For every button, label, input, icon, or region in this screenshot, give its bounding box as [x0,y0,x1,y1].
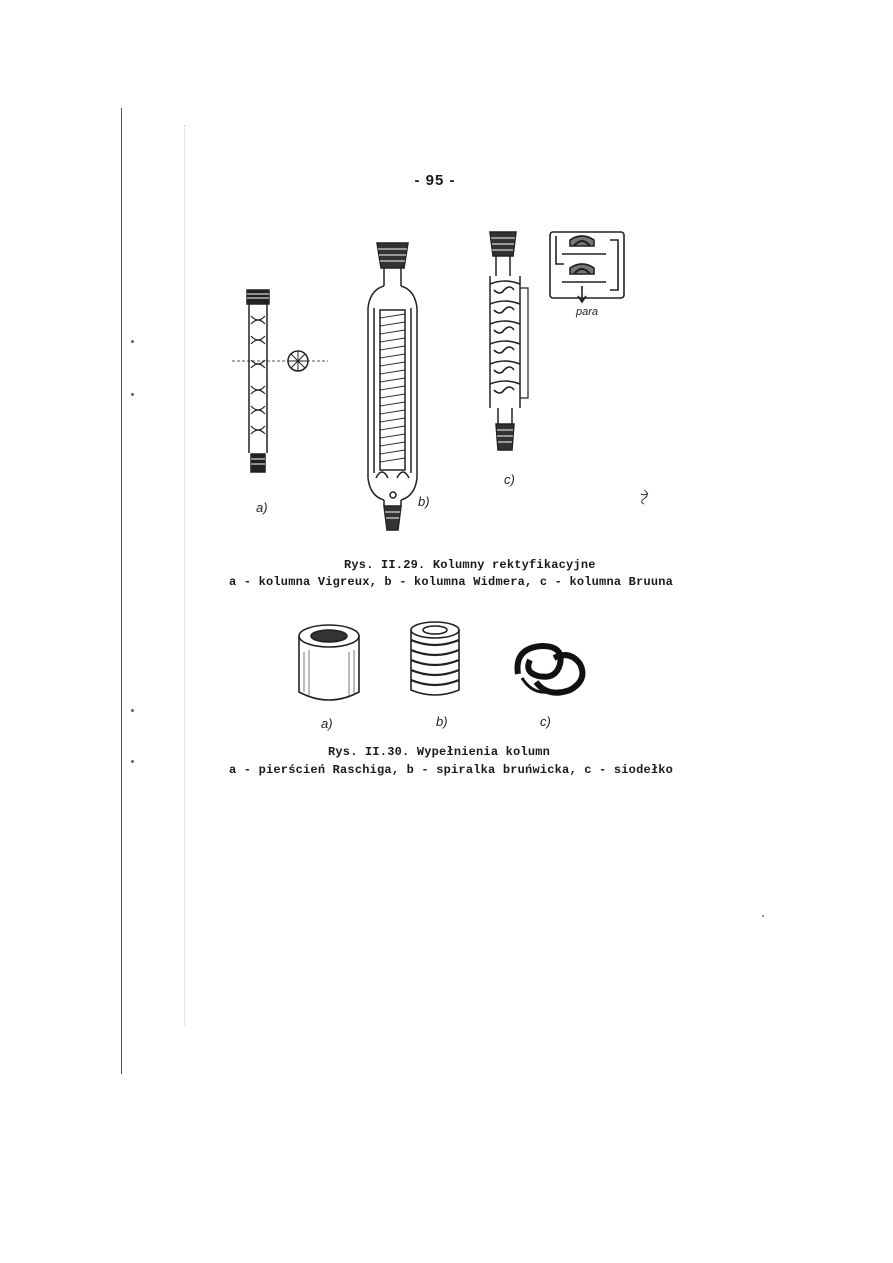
raschig-ring-drawing [294,622,364,708]
page-margin-line [121,108,122,1074]
figure-1-label-c: c) [504,472,515,487]
figure-2-label-c: c) [540,714,551,729]
widmer-column-drawing [362,238,424,533]
punch-hole-mark [131,709,134,712]
punch-hole-mark [131,340,134,343]
speck-mark [762,915,764,917]
punch-hole-mark [131,393,134,396]
figure-2-label-b: b) [436,714,448,729]
figure-1-caption-legend: a - kolumna Vigreux, b - kolumna Widmera, c - kolumna Bruuna [229,575,674,589]
bubble-cap-inset-drawing [548,230,626,306]
inset-label-para: para [576,306,599,318]
figure-2-label-a: a) [321,716,333,731]
figure-1-label-a: a) [256,500,268,515]
page-number: - 95 - [414,172,456,189]
figure-2-caption-legend: a - pierścień Raschiga, b - spiralka bruńwicka, c - siodełko [229,763,674,777]
vigreux-column-drawing [232,288,332,478]
figure-1-caption-title: Rys. II.29. Kolumny rektyfikacyjne [344,558,596,572]
bruun-column-drawing [482,228,534,468]
figure-2-caption-title: Rys. II.30. Wypełnienia kolumn [328,745,551,759]
spiral-packing-drawing [404,620,466,702]
punch-hole-mark [131,760,134,763]
figure-1-label-b: b) [418,494,430,509]
saddle-packing-drawing [508,634,590,704]
faint-margin-line [184,125,185,1025]
stray-ink-mark [636,488,652,506]
